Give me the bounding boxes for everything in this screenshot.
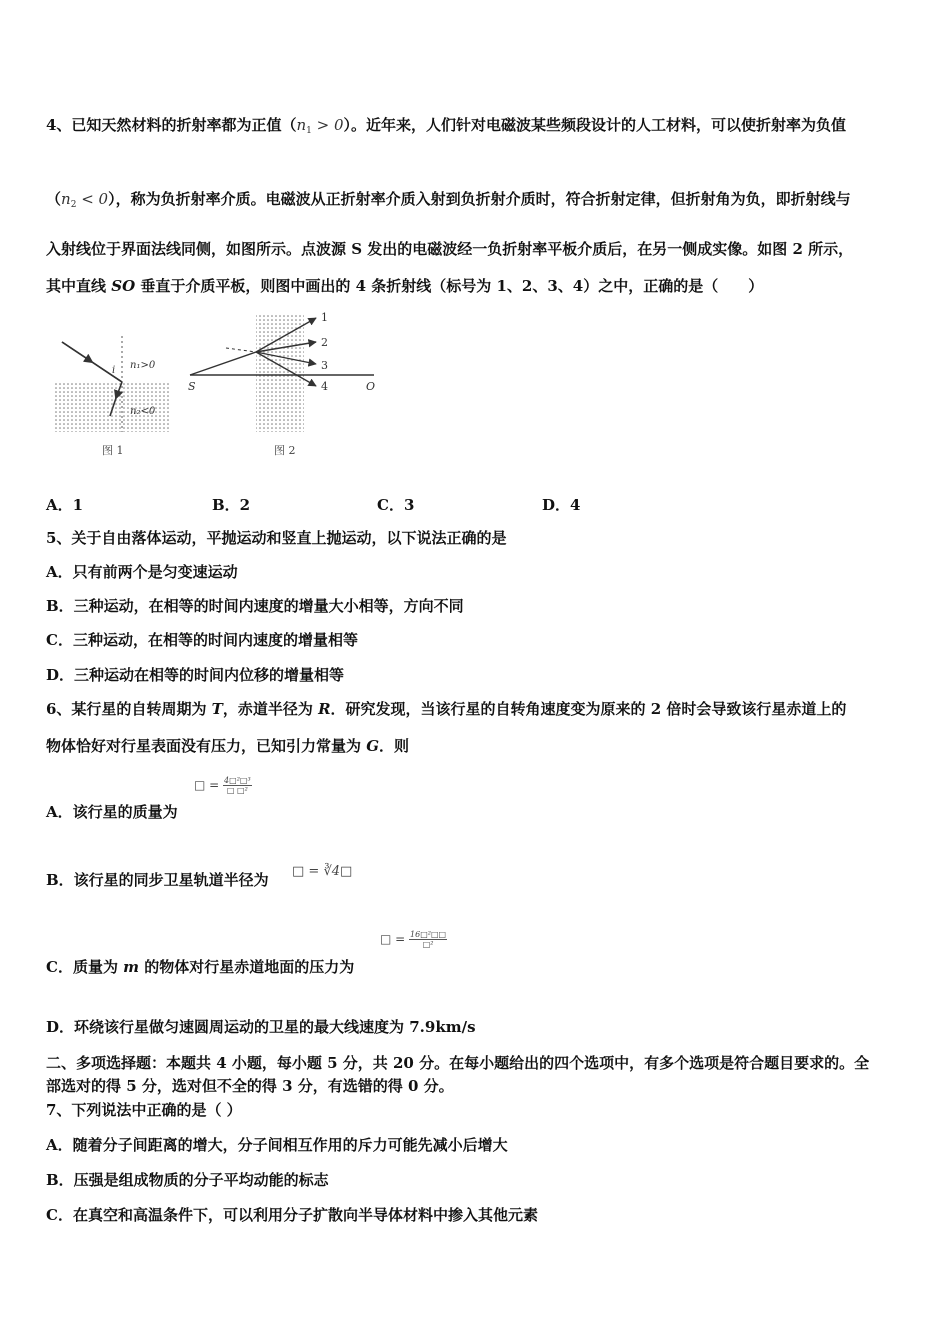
q6-formula-b: □ = ∛4□ [292, 864, 353, 879]
n1-label: n₁>0 [130, 360, 156, 371]
n2-sub: 2 [70, 200, 77, 210]
q7-stem: 7、下列说法中正确的是（ ） [46, 1101, 242, 1119]
n2-relation: < 0 [76, 190, 109, 208]
figure-2-caption: 图 2 [274, 444, 296, 457]
ray-1-label: 1 [321, 311, 328, 324]
q4-line2-post: ），称为负折射率介质。电磁波从正折射率介质入射到负折射介质时，符合折射定律，但折射角为负，即折射线与 [108, 190, 851, 208]
ray-4-label: 4 [321, 380, 328, 393]
formula-c-lhs: □ = [380, 932, 406, 946]
q6-option-b[interactable]: B．该行星的同步卫星轨道半径为 [46, 871, 269, 889]
n1-sub: 1 [306, 126, 312, 136]
q6-line1-b: ，赤道半径为 [222, 700, 319, 718]
q6-option-c[interactable] [46, 957, 354, 977]
q4-line1-post: ）。近年来，人们针对电磁波某些频段设计的人工材料，可以使折射率为负值 [343, 116, 847, 134]
section2-line-2: 部选对的得 5 分，选对但不全的得 3 分，有选错的得 0 分。 [46, 1077, 454, 1095]
q4-line-4 [46, 276, 763, 296]
formula-a-lhs: □ = [194, 778, 220, 792]
figure-1 [50, 326, 180, 466]
q4-option-c[interactable]: C．3 [377, 496, 415, 514]
q4-line2-pre: （ [46, 190, 62, 208]
q6-line1-c: ．研究发现，当该行星的自转角速度变为原来的 2 倍时会导致该行星赤道上的 [330, 700, 847, 718]
slab-medium [256, 314, 304, 432]
q7-option-a[interactable]: A．随着分子间距离的增大，分子间相互作用的斥力可能先减小后增大 [46, 1136, 508, 1154]
symbol-t: T [211, 700, 223, 718]
q5-option-d[interactable]: D．三种运动在相等的时间内位移的增量相等 [46, 666, 345, 684]
symbol-m: m [123, 958, 140, 976]
q7-option-c[interactable]: C．在真空和高温条件下，可以利用分子扩散向半导体材料中掺入其他元素 [46, 1206, 538, 1224]
formula-a-fraction [223, 776, 252, 795]
ray-2-label: 2 [321, 336, 328, 349]
so-label: SO [111, 277, 136, 295]
q4-line-3: 入射线位于界面法线同侧，如图所示。点波源 S 发出的电磁波经一负折射率平板介质后，在另一侧成实像。如图 2 所示， [46, 240, 854, 258]
formula-a-num: 4□²□³ [224, 776, 251, 785]
q6-formula-a [194, 776, 252, 795]
formula-c-den: □² [422, 940, 434, 949]
q7-option-b[interactable]: B．压强是组成物质的分子平均动能的标志 [46, 1171, 329, 1189]
incident-ray-2 [190, 352, 256, 375]
q5-option-c[interactable]: C．三种运动，在相等的时间内速度的增量相等 [46, 631, 358, 649]
q6-line2-a: 物体恰好对行星表面没有压力，已知引力常量为 [46, 737, 367, 755]
q6-option-a[interactable]: A．该行星的质量为 [46, 803, 178, 821]
q4-option-d[interactable]: D．4 [542, 496, 581, 514]
formula-c-num: 16□²□□ [410, 930, 447, 939]
formula-a-den: □ □² [226, 786, 248, 795]
n1-symbol: n [296, 116, 307, 134]
q6-formula-c [380, 930, 447, 949]
q6-option-d[interactable]: D．环绕该行星做匀速圆周运动的卫星的最大线速度为 7.9km/s [46, 1018, 476, 1036]
q4-option-a[interactable]: A．1 [46, 496, 84, 514]
n1-relation: > 0 [311, 116, 344, 134]
incident-ray-arrow [62, 342, 122, 382]
q5-stem: 5、关于自由落体运动，平抛运动和竖直上抛运动，以下说法正确的是 [46, 529, 507, 547]
ray-3-label: 3 [321, 359, 328, 372]
section2-line-1: 二、多项选择题：本题共 4 小题，每小题 5 分，共 20 分。在每小题给出的四个选项中，有多个选项是符合题目要求的。全 [46, 1054, 870, 1072]
dashed-guide [226, 348, 256, 352]
n2-formula [61, 190, 108, 208]
q6-line1-a: 6、某行星的自转周期为 [46, 700, 212, 718]
q4-line-1 [46, 115, 846, 141]
q4-line4-a: 其中直线 [46, 277, 112, 295]
figure-2 [186, 306, 386, 466]
symbol-g: G [366, 737, 380, 755]
q6-c-b: 的物体对行星赤道地面的压力为 [139, 958, 355, 976]
q6-line-2 [46, 736, 409, 756]
q4-line1-pre: 4、已知天然材料的折射率都为正值（ [46, 116, 297, 134]
q4-line-2 [46, 189, 851, 215]
q5-option-a[interactable]: A．只有前两个是匀变速运动 [46, 563, 238, 581]
point-o-label: O [366, 380, 376, 393]
point-s-label: S [188, 380, 196, 393]
q4-option-b[interactable]: B．2 [212, 496, 251, 514]
symbol-r: R [318, 700, 331, 718]
q6-c-a: C．质量为 [46, 958, 124, 976]
q6-line2-b: ．则 [379, 737, 410, 755]
q5-option-b[interactable]: B．三种运动，在相等的时间内速度的增量大小相等，方向不同 [46, 597, 464, 615]
q6-line-1 [46, 699, 846, 719]
n2-symbol: n [61, 190, 71, 208]
q4-line4-b: 垂直于介质平板，则图中画出的 4 条折射线（标号为 1、2、3、4）之中，正确的是（ ） [135, 277, 764, 295]
n1-formula [296, 116, 343, 134]
n2-label: n₂<0 [130, 406, 156, 417]
figure-1-caption: 图 1 [102, 444, 124, 457]
formula-c-fraction [409, 930, 447, 949]
angle-i-label: i [112, 365, 116, 376]
